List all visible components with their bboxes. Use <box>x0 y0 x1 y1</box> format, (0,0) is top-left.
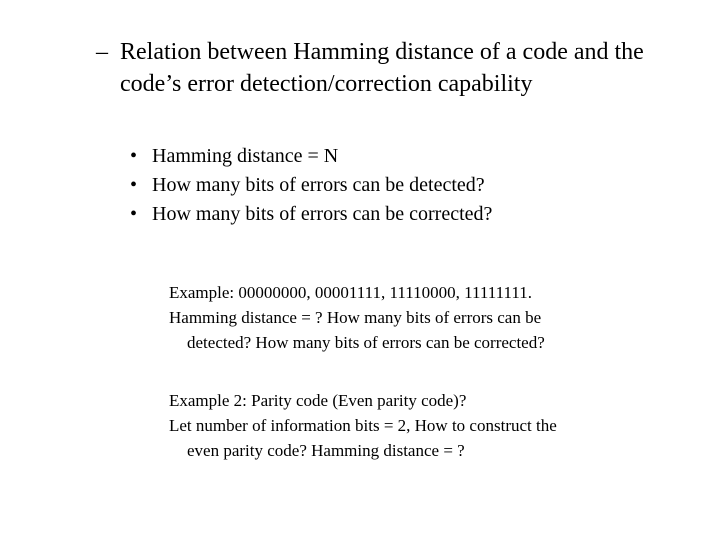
main-point <box>96 36 686 100</box>
main-point-text: Relation between Hamming distance of a code and the code’s error detection/correction capability <box>120 39 644 97</box>
sub-point-text: How many bits of errors can be detected? <box>152 174 485 196</box>
example-2-question-continued: even parity code? Hamming distance = ? <box>187 441 465 460</box>
sub-point-hamming-distance <box>130 142 690 171</box>
sub-point-text: Hamming distance = N <box>152 145 339 167</box>
bullet-icon: • <box>130 203 138 225</box>
dash-bullet-icon: – <box>96 39 108 65</box>
example-1-question-continued: detected? How many bits of errors can be corrected? <box>187 333 545 352</box>
example-2-title: Example 2: Parity code (Even parity code)? <box>169 391 467 410</box>
sub-point-corrected <box>130 200 690 229</box>
example-1-block <box>169 280 689 355</box>
example-1-codewords: Example: 00000000, 00001111, 11110000, 11111111. <box>169 283 532 302</box>
example-2-question: Let number of information bits = 2, How to construct the <box>169 416 557 435</box>
sub-point-list <box>130 142 690 229</box>
bullet-icon: • <box>130 145 138 167</box>
example-1-question: Hamming distance = ? How many bits of errors can be <box>169 308 542 327</box>
bullet-icon: • <box>130 174 138 196</box>
example-2-block <box>169 388 689 463</box>
sub-point-detected <box>130 171 690 200</box>
sub-point-text: How many bits of errors can be corrected? <box>152 203 493 225</box>
